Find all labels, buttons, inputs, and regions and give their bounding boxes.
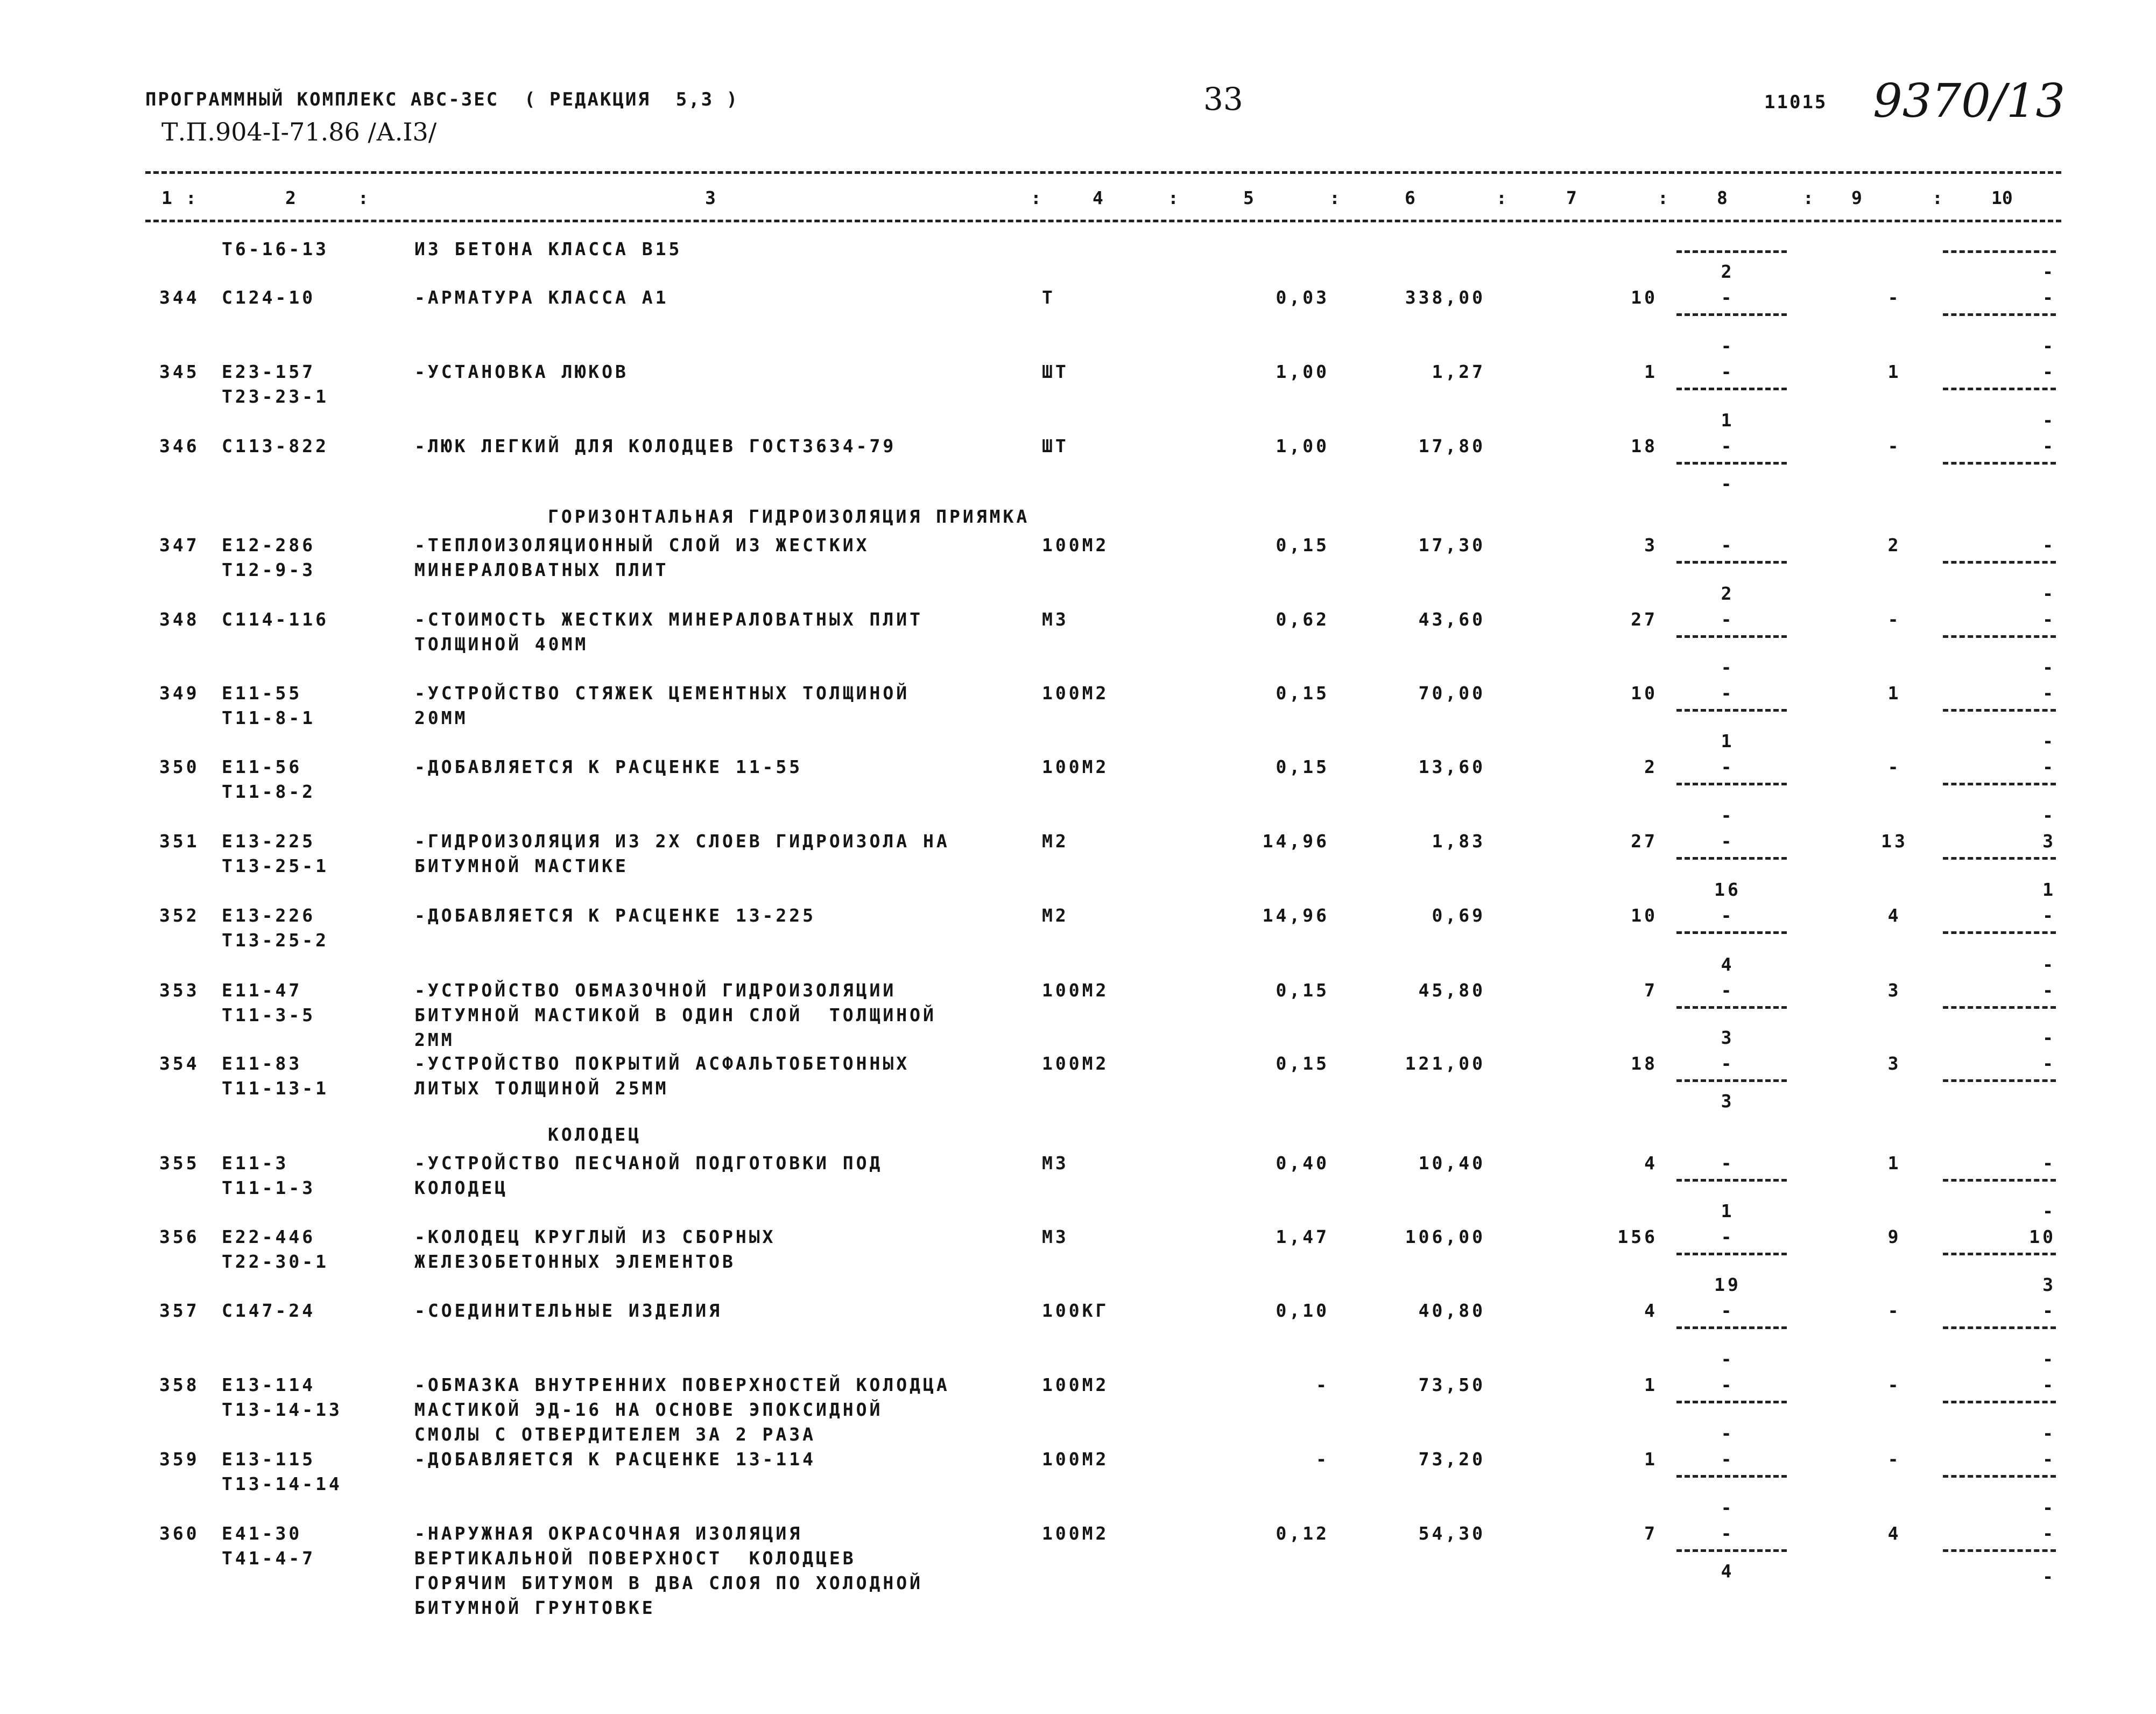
col10-value: - <box>2042 980 2056 1001</box>
row-number: 349 <box>159 683 200 704</box>
cell-rule <box>1943 635 2056 638</box>
quantity: 14,96 <box>1262 831 1329 852</box>
col10-value: - <box>2042 756 2056 777</box>
unit-price: 1,83 <box>1432 831 1485 852</box>
work-description: -УСТРОЙСТВО ПОКРЫТИЙ АСФАЛЬТОБЕТОННЫХ <box>414 1053 910 1074</box>
cell-rule <box>1676 1401 1787 1403</box>
col9-value: 1 <box>1887 1153 1901 1174</box>
col8-value: - <box>1721 1300 1735 1321</box>
row-number: 359 <box>159 1449 200 1470</box>
col10-value: - <box>2042 1523 2056 1544</box>
cost-total: 1 <box>1644 361 1658 382</box>
cell-rule <box>1943 931 2056 934</box>
cell-rule <box>1676 313 1787 316</box>
norm-code: С114-116 <box>222 609 329 630</box>
norm-code: С124-10 <box>222 287 316 308</box>
cost-total: 10 <box>1631 683 1658 704</box>
work-description-line-2: МАСТИКОЙ ЭД-16 НА ОСНОВЕ ЭПОКСИДНОЙ <box>414 1399 883 1420</box>
col9-value: 4 <box>1887 1523 1901 1544</box>
cost-total: 18 <box>1631 1053 1658 1074</box>
quantity: - <box>1316 1374 1329 1395</box>
unit-price: 70,00 <box>1418 683 1485 704</box>
col8-upper-value: - <box>1721 657 1735 678</box>
row-number: 355 <box>159 1153 200 1174</box>
work-description-line-4: БИТУМНОЙ ГРУНТОВКЕ <box>414 1597 656 1618</box>
col10-value: 10 <box>2029 1226 2056 1247</box>
cost-total: 7 <box>1644 980 1658 1001</box>
unit-of-measure: 100М2 <box>1042 683 1109 704</box>
col10-upper-value: - <box>2042 1200 2056 1221</box>
row-number: 353 <box>159 980 200 1001</box>
unit-price: 106,00 <box>1405 1226 1485 1247</box>
col10-upper-value: 3 <box>2042 1274 2056 1295</box>
row-number: 357 <box>159 1300 200 1321</box>
cell-rule <box>1943 250 2056 253</box>
col8-upper-value: - <box>1721 805 1735 826</box>
cell-rule <box>1676 931 1787 934</box>
unit-price: 1,27 <box>1432 361 1485 382</box>
row-number: 351 <box>159 831 200 852</box>
col10-upper-value: - <box>2042 730 2056 751</box>
col8-value: - <box>1721 435 1735 456</box>
unit-of-measure: М3 <box>1042 609 1069 630</box>
col9-value: - <box>1887 287 1901 308</box>
row-number: 347 <box>159 535 200 556</box>
norm-code: Е22-446 <box>222 1226 316 1247</box>
unit-price: 45,80 <box>1418 980 1485 1001</box>
quantity: 1,00 <box>1276 361 1329 382</box>
row-number: 348 <box>159 609 200 630</box>
header-rule-bottom <box>145 220 2061 222</box>
col8-upper-value: 1 <box>1721 730 1735 751</box>
row-number: 344 <box>159 287 200 308</box>
quantity: 0,15 <box>1276 683 1329 704</box>
norm-code: Е11-47 <box>222 980 302 1001</box>
quantity: - <box>1316 1449 1329 1470</box>
col-separator: : <box>1803 187 1814 208</box>
row-number: 358 <box>159 1374 200 1395</box>
continuation-code: Т6-16-13 <box>222 238 329 259</box>
cost-total: 1 <box>1644 1374 1658 1395</box>
unit-of-measure: 100М2 <box>1042 1523 1109 1544</box>
col10-value: - <box>2042 535 2056 556</box>
col10-upper-value: - <box>2042 805 2056 826</box>
work-description: -ОБМАЗКА ВНУТРЕННИХ ПОВЕРХНОСТЕЙ КОЛОДЦА <box>414 1374 950 1395</box>
col9-value: - <box>1887 1300 1901 1321</box>
col8-upper-value: 4 <box>1721 954 1735 975</box>
cost-total: 10 <box>1631 905 1658 926</box>
col8-value: - <box>1721 1523 1735 1544</box>
norm-code-secondary: Т13-25-2 <box>222 930 329 951</box>
work-description: -СОЕДИНИТЕЛЬНЫЕ ИЗДЕЛИЯ <box>414 1300 722 1321</box>
work-description: -СТОИМОСТЬ ЖЕСТКИХ МИНЕРАЛОВАТНЫХ ПЛИТ <box>414 609 923 630</box>
quantity: 0,40 <box>1276 1153 1329 1174</box>
cell-rule <box>1676 1326 1787 1329</box>
row-number: 360 <box>159 1523 200 1544</box>
work-description: -ДОБАВЛЯЕТСЯ К РАСЦЕНКЕ 13-225 <box>414 905 816 926</box>
col9-value: - <box>1887 756 1901 777</box>
cost-total: 4 <box>1644 1300 1658 1321</box>
col10-upper-value: - <box>2042 410 2056 431</box>
col8-value: - <box>1721 609 1735 630</box>
cost-total: 156 <box>1617 1226 1658 1247</box>
work-description: -ГИДРОИЗОЛЯЦИЯ ИЗ 2Х СЛОЕВ ГИДРОИЗОЛА НА <box>414 831 950 852</box>
norm-code: Е12-286 <box>222 535 316 556</box>
col9-value: 4 <box>1887 905 1901 926</box>
cell-rule <box>1676 1006 1787 1009</box>
quantity: 0,62 <box>1276 609 1329 630</box>
col10-value: - <box>2042 1300 2056 1321</box>
cost-total: 3 <box>1644 535 1658 556</box>
unit-of-measure: 100КГ <box>1042 1300 1109 1321</box>
col9-value: - <box>1887 1449 1901 1470</box>
cell-rule <box>1676 250 1787 253</box>
col10-upper-value: 1 <box>2042 879 2056 900</box>
col8-value: - <box>1721 1053 1735 1074</box>
cell-rule <box>1676 388 1787 390</box>
norm-code: Е13-225 <box>222 831 316 852</box>
norm-code: Е11-3 <box>222 1153 289 1174</box>
col9-value: - <box>1887 609 1901 630</box>
continuation-description: ИЗ БЕТОНА КЛАССА В15 <box>414 238 682 259</box>
col8-lower-value: 4 <box>1721 1561 1735 1582</box>
cost-total: 1 <box>1644 1449 1658 1470</box>
unit-of-measure: 100М2 <box>1042 756 1109 777</box>
col8-value: - <box>1721 287 1735 308</box>
col-header-8: 8 <box>1717 187 1728 208</box>
col10-value: - <box>2042 1374 2056 1395</box>
cell-rule <box>1943 1079 2056 1082</box>
cell-rule <box>1943 1253 2056 1255</box>
norm-code-secondary: Т11-13-1 <box>222 1078 329 1099</box>
norm-code-secondary: Т23-23-1 <box>222 386 329 407</box>
cell-rule <box>1943 1401 2056 1403</box>
col-header-5: 5 <box>1243 187 1254 208</box>
col8-value: - <box>1721 905 1735 926</box>
cell-rule <box>1676 1079 1787 1082</box>
quantity: 0,15 <box>1276 980 1329 1001</box>
unit-price: 10,40 <box>1418 1153 1485 1174</box>
unit-price: 73,50 <box>1418 1374 1485 1395</box>
col10-upper-value: - <box>2042 954 2056 975</box>
section-heading: КОЛОДЕЦ <box>548 1124 642 1145</box>
cell-rule <box>1943 1549 2056 1552</box>
norm-code-secondary: Т11-8-2 <box>222 781 316 802</box>
quantity: 0,03 <box>1276 287 1329 308</box>
row-number: 354 <box>159 1053 200 1074</box>
col8-lower-value: - <box>1721 473 1735 494</box>
work-description-line-2: БИТУМНОЙ МАСТИКОЙ В ОДИН СЛОЙ ТОЛЩИНОЙ <box>414 1004 936 1025</box>
col8-upper-value: 3 <box>1721 1027 1735 1048</box>
col10-upper-value: - <box>2042 657 2056 678</box>
col9-value: 1 <box>1887 361 1901 382</box>
project-code: Т.П.904-I-71.86 /А.I3/ <box>161 117 437 146</box>
work-description-line-3: 2ММ <box>414 1029 455 1050</box>
col8-value: - <box>1721 831 1735 852</box>
work-description: -УСТРОЙСТВО ПЕСЧАНОЙ ПОДГОТОВКИ ПОД <box>414 1153 883 1174</box>
header-rule-top <box>145 171 2061 174</box>
row-number: 346 <box>159 435 200 456</box>
cost-total: 27 <box>1631 609 1658 630</box>
col9-value: 2 <box>1887 535 1901 556</box>
col-separator: : <box>358 187 369 208</box>
unit-price: 43,60 <box>1418 609 1485 630</box>
work-description-line-2: МИНЕРАЛОВАТНЫХ ПЛИТ <box>414 559 669 580</box>
col-header-4: 4 <box>1093 187 1103 208</box>
col-header-1: 1 <box>161 187 172 208</box>
unit-of-measure: ШТ <box>1042 435 1069 456</box>
col10-upper-value: - <box>2042 1423 2056 1444</box>
col8-value: - <box>1721 1449 1735 1470</box>
col10-upper-value: - <box>2042 261 2056 282</box>
quantity: 14,96 <box>1262 905 1329 926</box>
unit-of-measure: Т <box>1042 287 1055 308</box>
cell-rule <box>1943 1326 2056 1329</box>
col8-value: - <box>1721 1153 1735 1174</box>
cell-rule <box>1676 709 1787 712</box>
col8-value: - <box>1721 980 1735 1001</box>
norm-code-secondary: Т11-1-3 <box>222 1177 316 1198</box>
work-description-line-3: ГОРЯЧИМ БИТУМОМ В ДВА СЛОЯ ПО ХОЛОДНОЙ <box>414 1572 923 1593</box>
row-number: 356 <box>159 1226 200 1247</box>
norm-code-secondary: Т22-30-1 <box>222 1251 329 1272</box>
cost-total: 7 <box>1644 1523 1658 1544</box>
norm-code: С147-24 <box>222 1300 316 1321</box>
quantity: 0,15 <box>1276 1053 1329 1074</box>
work-description: -УСТРОЙСТВО СТЯЖЕК ЦЕМЕНТНЫХ ТОЛЩИНОЙ <box>414 683 910 704</box>
work-description: -НАРУЖНАЯ ОКРАСОЧНАЯ ИЗОЛЯЦИЯ <box>414 1523 803 1544</box>
col-header-3: 3 <box>705 187 716 208</box>
unit-of-measure: М2 <box>1042 905 1069 926</box>
norm-code-secondary: Т13-14-13 <box>222 1399 342 1420</box>
col-header-2: 2 <box>285 187 296 208</box>
col8-upper-value: 1 <box>1721 410 1735 431</box>
work-description: -ДОБАВЛЯЕТСЯ К РАСЦЕНКЕ 13-114 <box>414 1449 816 1470</box>
col8-upper-value: - <box>1721 1497 1735 1518</box>
program-title: ПРОГРАММНЫЙ КОМПЛЕКС АВС-3ЕС ( РЕДАКЦИЯ 5,3 ) <box>145 89 739 110</box>
cost-total: 27 <box>1631 831 1658 852</box>
col8-upper-value: 19 <box>1714 1274 1741 1295</box>
col10-upper-value: - <box>2042 335 2056 356</box>
norm-code: С113-822 <box>222 435 329 456</box>
quantity: 0,12 <box>1276 1523 1329 1544</box>
unit-price: 0,69 <box>1432 905 1485 926</box>
unit-of-measure: 100М2 <box>1042 1374 1109 1395</box>
col10-value: - <box>2042 905 2056 926</box>
col10-value: - <box>2042 609 2056 630</box>
col9-value: - <box>1887 1374 1901 1395</box>
section-heading: ГОРИЗОНТАЛЬНАЯ ГИДРОИЗОЛЯЦИЯ ПРИЯМКА <box>548 506 1030 527</box>
unit-price: 17,30 <box>1418 535 1485 556</box>
norm-code-secondary: Т11-3-5 <box>222 1004 316 1025</box>
col9-value: 3 <box>1887 980 1901 1001</box>
cell-rule <box>1676 1253 1787 1255</box>
unit-of-measure: ШТ <box>1042 361 1069 382</box>
col10-value: - <box>2042 683 2056 704</box>
cell-rule <box>1943 1179 2056 1182</box>
col-separator: : <box>1329 187 1340 208</box>
col10-lower-value: - <box>2042 1566 2056 1587</box>
col8-lower-value: 3 <box>1721 1091 1735 1112</box>
work-description: -ДОБАВЛЯЕТСЯ К РАСЦЕНКЕ 11-55 <box>414 756 803 777</box>
norm-code-secondary: Т13-25-1 <box>222 855 329 876</box>
unit-of-measure: 100М2 <box>1042 1449 1109 1470</box>
handwritten-number: 9370/13 <box>1873 74 2066 128</box>
col8-value: - <box>1721 1226 1735 1247</box>
col-separator: : <box>1658 187 1668 208</box>
col8-upper-value: - <box>1721 1348 1735 1369</box>
col8-upper-value: - <box>1721 1423 1735 1444</box>
norm-code-secondary: Т41-4-7 <box>222 1548 316 1569</box>
cell-rule <box>1676 462 1787 465</box>
cell-rule <box>1943 388 2056 390</box>
col8-value: - <box>1721 756 1735 777</box>
unit-price: 73,20 <box>1418 1449 1485 1470</box>
col-separator: : <box>1031 187 1041 208</box>
work-description: -ЛЮК ЛЕГКИЙ ДЛЯ КОЛОДЦЕВ ГОСТ3634-79 <box>414 435 897 456</box>
work-description-line-2: ЖЕЛЕЗОБЕТОННЫХ ЭЛЕМЕНТОВ <box>414 1251 736 1272</box>
work-description-line-2: 20ММ <box>414 707 468 728</box>
norm-code-secondary: Т11-8-1 <box>222 707 316 728</box>
col10-value: - <box>2042 361 2056 382</box>
unit-of-measure: М2 <box>1042 831 1069 852</box>
cell-rule <box>1676 783 1787 785</box>
unit-of-measure: 100М2 <box>1042 535 1109 556</box>
col10-value: - <box>2042 287 2056 308</box>
col9-value: 13 <box>1881 831 1908 852</box>
col9-value: 9 <box>1887 1226 1901 1247</box>
cell-rule <box>1943 313 2056 316</box>
cell-rule <box>1943 1006 2056 1009</box>
row-number: 350 <box>159 756 200 777</box>
cell-rule <box>1676 857 1787 860</box>
cost-total: 2 <box>1644 756 1658 777</box>
quantity: 1,47 <box>1276 1226 1329 1247</box>
work-description: -КОЛОДЕЦ КРУГЛЫЙ ИЗ СБОРНЫХ <box>414 1226 776 1247</box>
col10-upper-value: - <box>2042 1027 2056 1048</box>
col8-upper-value: 16 <box>1714 879 1741 900</box>
col-separator: : <box>1932 187 1943 208</box>
col8-value: - <box>1721 683 1735 704</box>
norm-code-secondary: Т13-14-14 <box>222 1473 342 1494</box>
quantity: 0,15 <box>1276 756 1329 777</box>
cell-rule <box>1676 1475 1787 1478</box>
col8-upper-value: 2 <box>1721 583 1735 604</box>
col-separator: : <box>1496 187 1507 208</box>
cell-rule <box>1676 561 1787 564</box>
col8-upper-value: 2 <box>1721 261 1735 282</box>
cell-rule <box>1943 783 2056 785</box>
col-header-10: 10 <box>1991 187 2013 208</box>
cell-rule <box>1676 1179 1787 1182</box>
document-code: 11015 <box>1764 92 1828 113</box>
col-header-9: 9 <box>1851 187 1862 208</box>
col-separator: : <box>1168 187 1179 208</box>
unit-price: 40,80 <box>1418 1300 1485 1321</box>
work-description: -ТЕПЛОИЗОЛЯЦИОННЫЙ СЛОЙ ИЗ ЖЕСТКИХ <box>414 535 870 556</box>
col9-value: - <box>1887 435 1901 456</box>
work-description-line-3: СМОЛЫ С ОТВЕРДИТЕЛЕМ ЗА 2 РАЗА <box>414 1424 816 1445</box>
work-description-line-2: ВЕРТИКАЛЬНОЙ ПОВЕРХНОСТ КОЛОДЦЕВ <box>414 1548 856 1569</box>
col8-value: - <box>1721 1374 1735 1395</box>
unit-of-measure: М3 <box>1042 1226 1069 1247</box>
col-header-7: 7 <box>1566 187 1577 208</box>
unit-price: 17,80 <box>1418 435 1485 456</box>
unit-price: 13,60 <box>1418 756 1485 777</box>
cell-rule <box>1676 1549 1787 1552</box>
col-header-6: 6 <box>1405 187 1415 208</box>
unit-price: 54,30 <box>1418 1523 1485 1544</box>
col9-value: 1 <box>1887 683 1901 704</box>
quantity: 1,00 <box>1276 435 1329 456</box>
norm-code: Е11-56 <box>222 756 302 777</box>
quantity: 0,15 <box>1276 535 1329 556</box>
col10-upper-value: - <box>2042 1497 2056 1518</box>
unit-price: 121,00 <box>1405 1053 1485 1074</box>
work-description: -АРМАТУРА КЛАССА А1 <box>414 287 669 308</box>
col10-value: - <box>2042 1053 2056 1074</box>
cell-rule <box>1943 1475 2056 1478</box>
work-description-line-2: ЛИТЫХ ТОЛЩИНОЙ 25ММ <box>414 1078 669 1099</box>
col9-value: 3 <box>1887 1053 1901 1074</box>
cell-rule <box>1943 857 2056 860</box>
norm-code: Е23-157 <box>222 361 316 382</box>
norm-code: Е13-115 <box>222 1449 316 1470</box>
col10-value: - <box>2042 1153 2056 1174</box>
col8-value: - <box>1721 361 1735 382</box>
quantity: 0,10 <box>1276 1300 1329 1321</box>
cell-rule <box>1943 462 2056 465</box>
col10-value: 3 <box>2042 831 2056 852</box>
work-description-line-2: БИТУМНОЙ МАСТИКЕ <box>414 855 629 876</box>
row-number: 352 <box>159 905 200 926</box>
col-separator: : <box>186 187 196 208</box>
col10-value: - <box>2042 1449 2056 1470</box>
norm-code: Е41-30 <box>222 1523 302 1544</box>
col8-upper-value: - <box>1721 335 1735 356</box>
unit-price: 338,00 <box>1405 287 1485 308</box>
unit-of-measure: М3 <box>1042 1153 1069 1174</box>
work-description: -УСТАНОВКА ЛЮКОВ <box>414 361 629 382</box>
col10-value: - <box>2042 435 2056 456</box>
work-description: -УСТРОЙСТВО ОБМАЗОЧНОЙ ГИДРОИЗОЛЯЦИИ <box>414 980 897 1001</box>
page-number: 33 <box>1203 81 1243 117</box>
col10-upper-value: - <box>2042 1348 2056 1369</box>
cost-total: 4 <box>1644 1153 1658 1174</box>
work-description-line-2: КОЛОДЕЦ <box>414 1177 509 1198</box>
unit-of-measure: 100М2 <box>1042 980 1109 1001</box>
norm-code: Е11-83 <box>222 1053 302 1074</box>
cell-rule <box>1943 709 2056 712</box>
norm-code: Е11-55 <box>222 683 302 704</box>
work-description-line-2: ТОЛЩИНОЙ 40ММ <box>414 634 589 655</box>
row-number: 345 <box>159 361 200 382</box>
cell-rule <box>1943 561 2056 564</box>
col10-upper-value: - <box>2042 583 2056 604</box>
norm-code: Е13-226 <box>222 905 316 926</box>
col8-upper-value: 1 <box>1721 1200 1735 1221</box>
norm-code-secondary: Т12-9-3 <box>222 559 316 580</box>
col8-value: - <box>1721 535 1735 556</box>
norm-code: Е13-114 <box>222 1374 316 1395</box>
cost-total: 18 <box>1631 435 1658 456</box>
cell-rule <box>1676 635 1787 638</box>
unit-of-measure: 100М2 <box>1042 1053 1109 1074</box>
cost-total: 10 <box>1631 287 1658 308</box>
